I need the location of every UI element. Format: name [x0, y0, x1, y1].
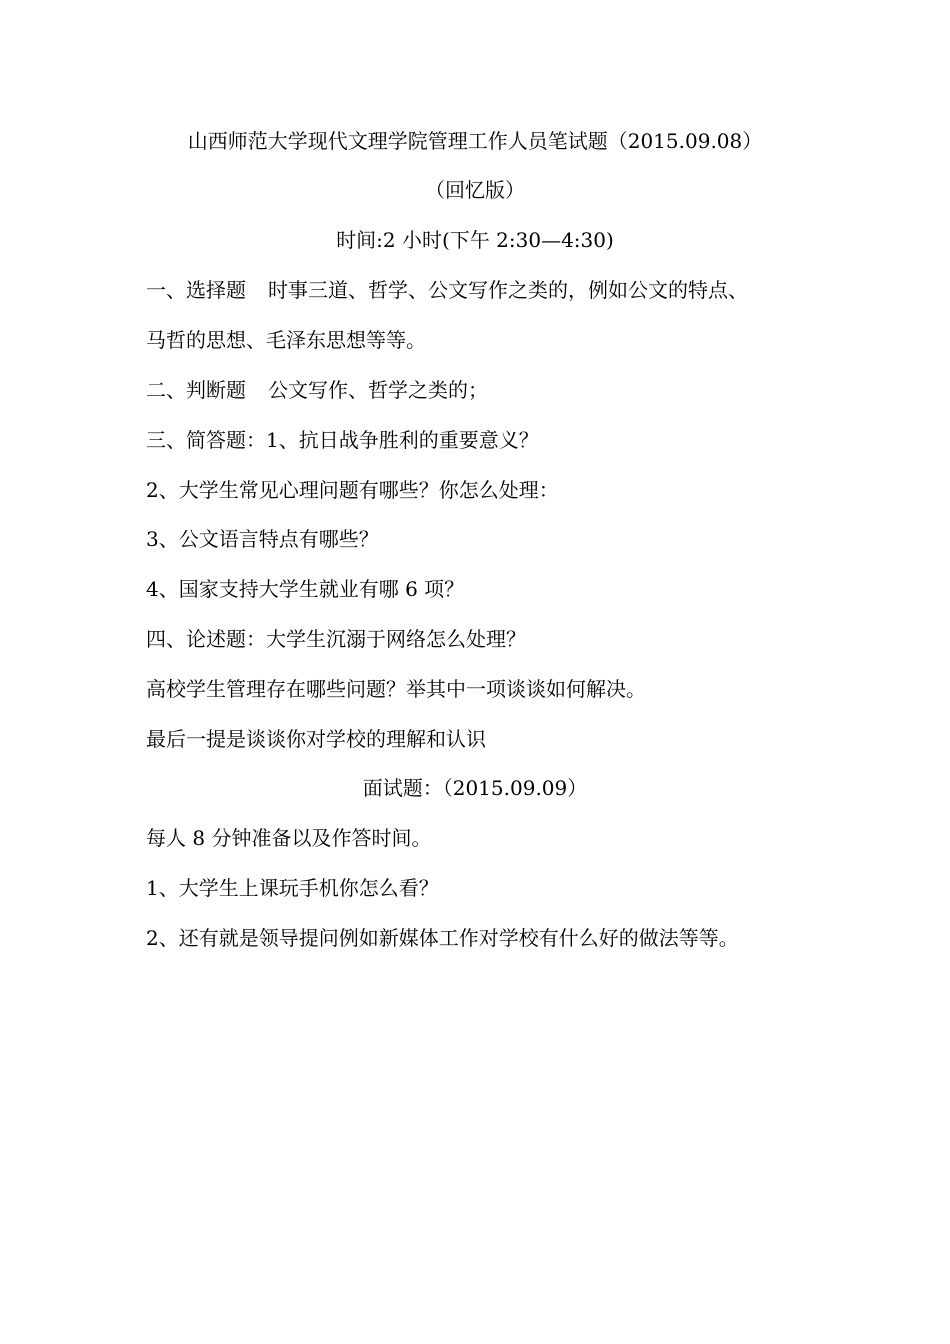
section-essay: 四、论述题：大学生沉溺于网络怎么处理？	[146, 627, 526, 651]
short-answer-q4: 4、国家支持大学生就业有哪 6 项？	[146, 577, 465, 601]
section-body: 时事三道、哲学、公文写作之类的，例如公文的特点、	[268, 278, 748, 302]
short-answer-q3: 3、公文语言特点有哪些？	[146, 527, 379, 551]
interview-q2: 2、还有就是领导提问例如新媒体工作对学校有什么好的做法等等。	[146, 926, 739, 950]
edition-note: （回忆版）	[425, 178, 525, 202]
exam-time: 时间:2 小时(下午 2:30—4:30)	[336, 228, 614, 252]
section-multiple-choice-continued: 马哲的思想、毛泽东思想等等。	[146, 328, 426, 352]
section-multiple-choice	[146, 274, 826, 306]
section-heading: 一、选择题	[146, 278, 246, 302]
interview-note: 每人 8 分钟准备以及作答时间。	[146, 826, 432, 850]
section-short-answer: 三、简答题：1、抗日战争胜利的重要意义？	[146, 428, 539, 452]
short-answer-q2: 2、大学生常见心理问题有哪些？你怎么处理：	[146, 478, 559, 502]
essay-q2: 高校学生管理存在哪些问题？举其中一项谈谈如何解决。	[146, 677, 646, 701]
section-true-false	[146, 374, 826, 406]
exam-title: 山西师范大学现代文理学院管理工作人员笔试题（2015.09.08）	[187, 129, 763, 153]
essay-final: 最后一提是谈谈你对学校的理解和认识	[146, 727, 486, 751]
interview-title: 面试题：（2015.09.09）	[362, 776, 588, 800]
section-heading: 二、判断题	[146, 378, 246, 402]
section-body: 公文写作、哲学之类的；	[268, 378, 488, 402]
interview-q1: 1、大学生上课玩手机你怎么看？	[146, 876, 439, 900]
